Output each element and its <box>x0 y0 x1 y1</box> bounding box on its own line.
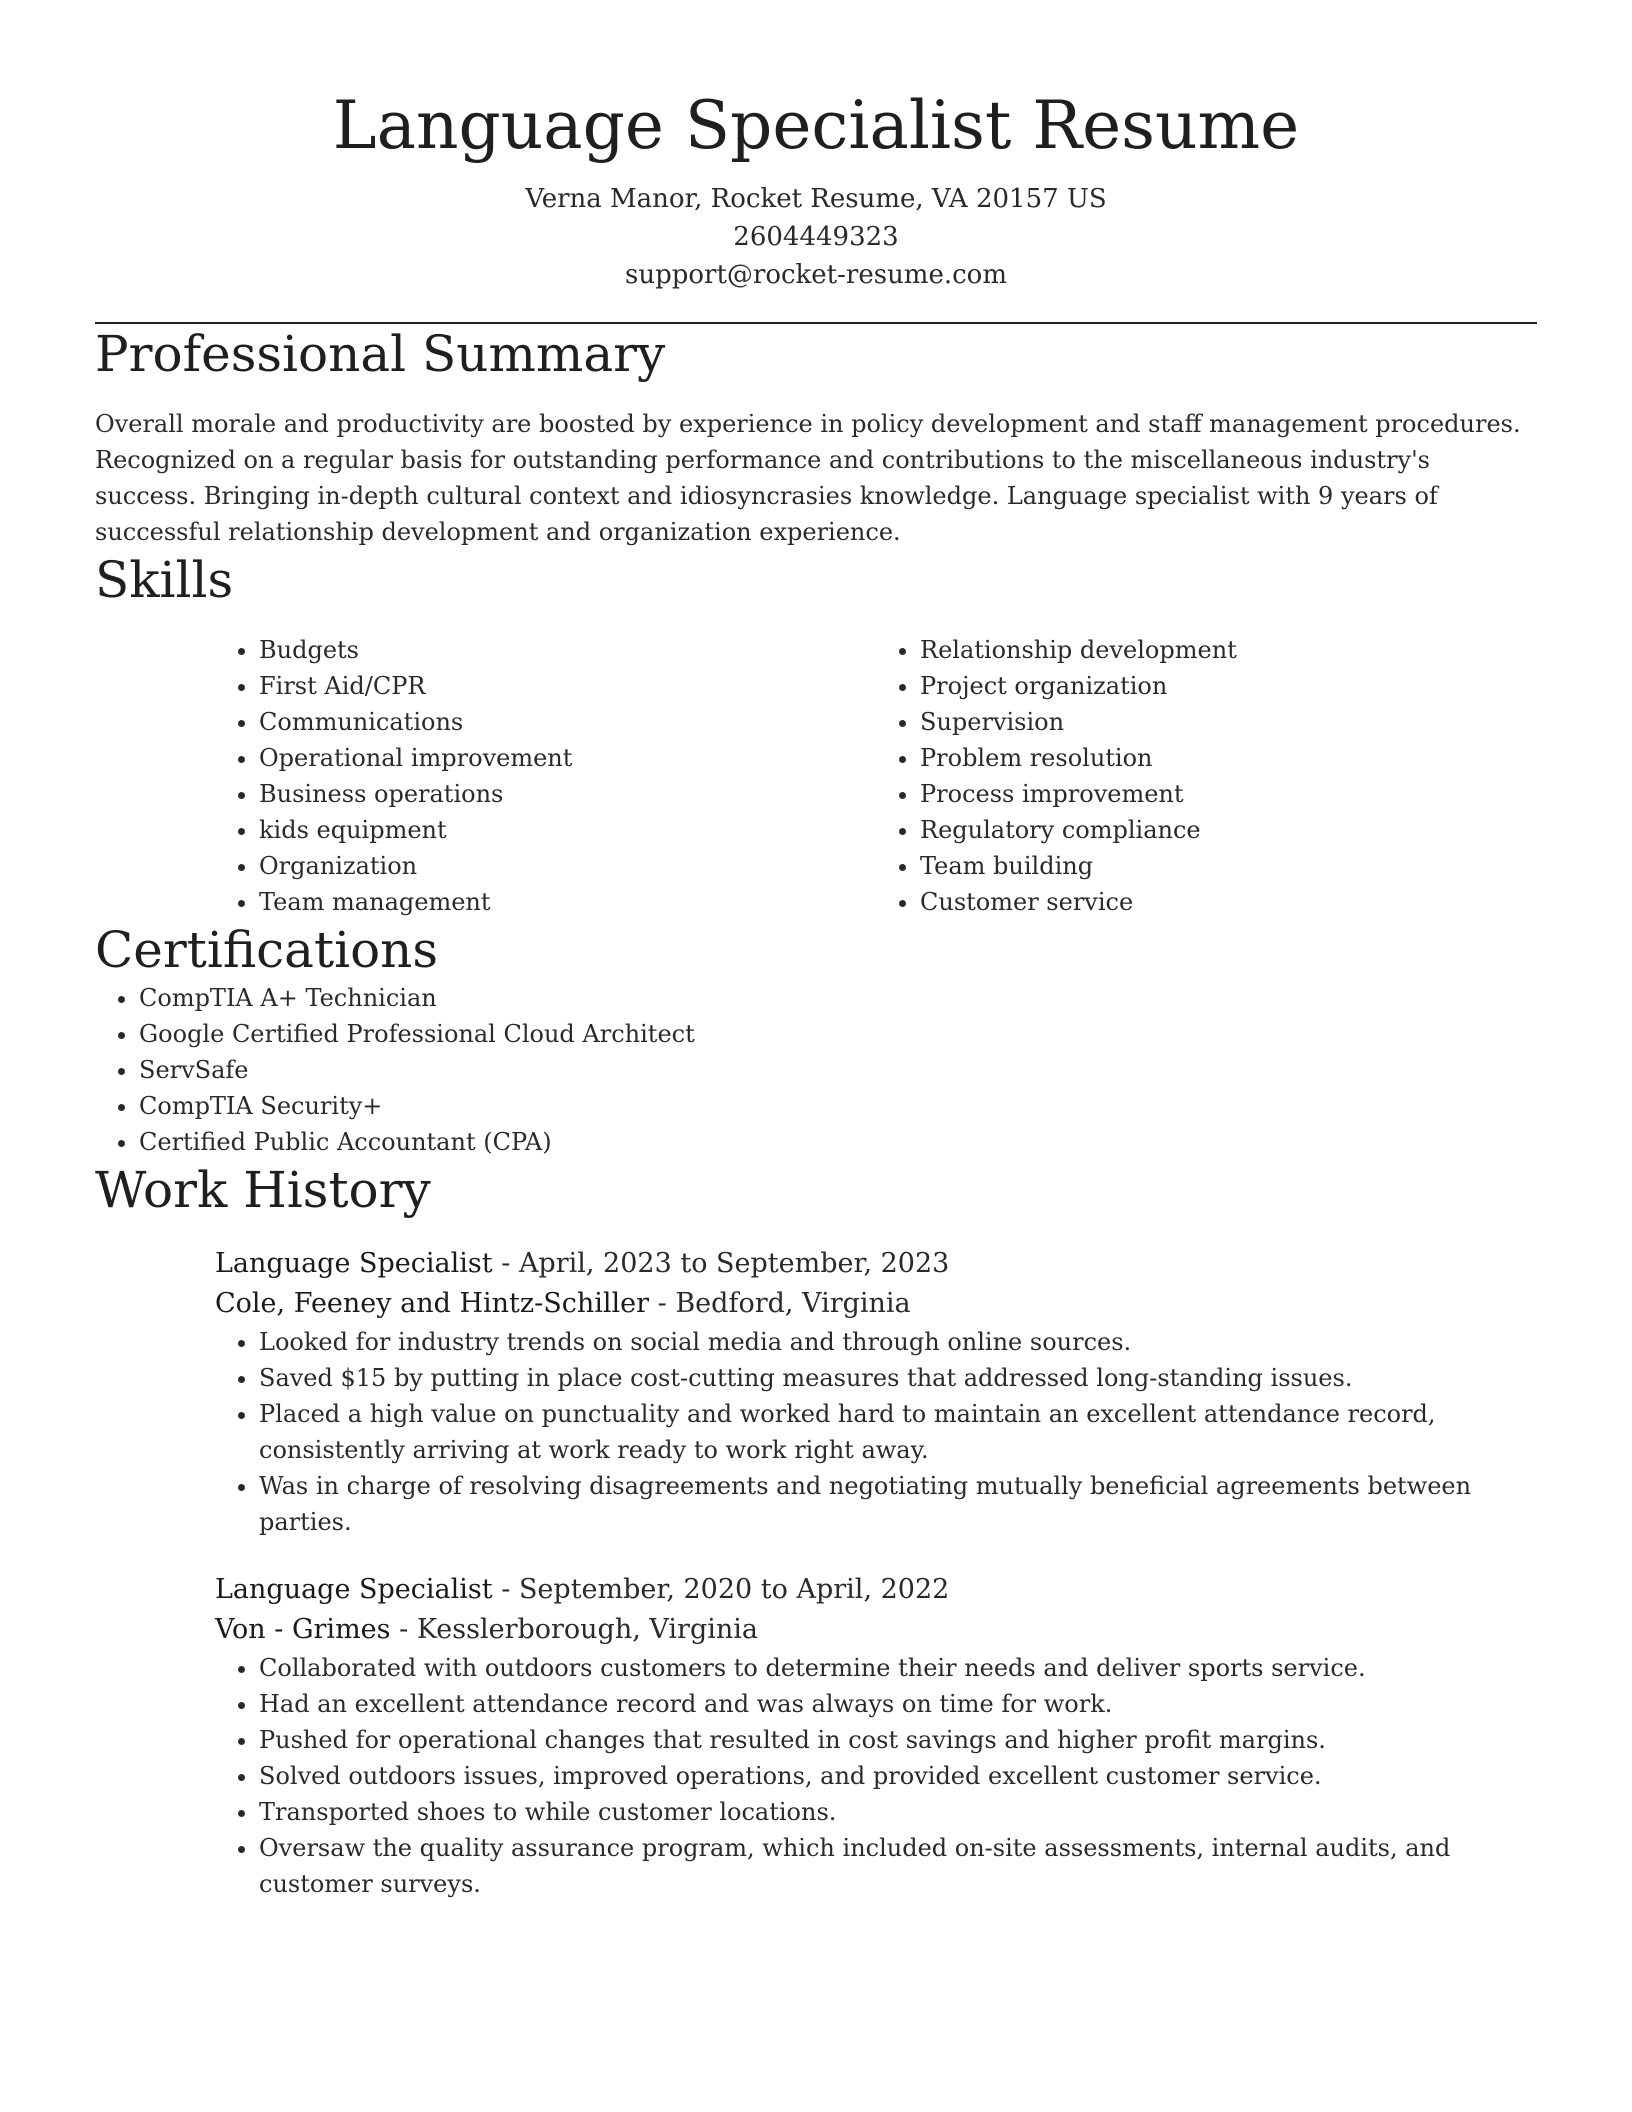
skills-list-left <box>215 632 876 920</box>
contact-address: Verna Manor, Rocket Resume, VA 20157 US <box>525 184 1107 214</box>
skill-item: • Team building <box>920 848 1537 884</box>
job-bullet: • Looked for industry trends on social media and through online sources. <box>259 1324 1537 1360</box>
contact-block <box>95 180 1537 294</box>
job-title: Language Specialist <box>215 1248 493 1279</box>
job-title-line <box>215 1570 1537 1610</box>
job-location: Bedford, Virginia <box>675 1288 911 1319</box>
contact-email: support@rocket-resume.com <box>624 260 1007 290</box>
certification-item: • ServSafe <box>139 1052 1537 1088</box>
certification-item: • CompTIA A+ Technician <box>139 980 1537 1016</box>
job-bullet: • Solved outdoors issues, improved operations, and provided excellent customer service. <box>259 1758 1537 1794</box>
section-heading-work-history: Work History <box>95 1161 431 1219</box>
job-title: Language Specialist <box>215 1574 493 1605</box>
job-bullet: • Transported shoes to while customer locations. <box>259 1794 1537 1830</box>
skill-item: • Communications <box>259 704 876 740</box>
job-company: Von - Grimes <box>215 1614 391 1645</box>
resume-title: Language Specialist Resume <box>332 87 1300 164</box>
skill-item: • Team management <box>259 884 876 920</box>
job-bullet: • Pushed for operational changes that resulted in cost savings and higher profit margins. <box>259 1722 1537 1758</box>
job-dates: September, 2020 to April, 2022 <box>518 1574 950 1605</box>
skill-item: • kids equipment <box>259 812 876 848</box>
certifications-list <box>95 980 1537 1160</box>
skill-item: • Budgets <box>259 632 876 668</box>
certification-item: • Certified Public Accountant (CPA) <box>139 1124 1537 1160</box>
job-separator: - <box>657 1288 676 1319</box>
section-heading-certifications: Certifications <box>95 921 439 979</box>
job-bullets <box>215 1324 1537 1540</box>
skill-item: • Operational improvement <box>259 740 876 776</box>
skill-item: • Organization <box>259 848 876 884</box>
job-bullet: • Was in charge of resolving disagreements and negotiating mutually beneficial agreements between parties. <box>259 1468 1537 1540</box>
skill-item: • Relationship development <box>920 632 1537 668</box>
job-bullet: • Placed a high value on punctuality and worked hard to maintain an excellent attendance record, consistently arriving at work ready to work right away. <box>259 1396 1537 1468</box>
job-bullet: • Oversaw the quality assurance program, which included on-site assessments, internal audits, and customer surveys. <box>259 1830 1537 1902</box>
skill-item: • Regulatory compliance <box>920 812 1537 848</box>
certification-item: • Google Certified Professional Cloud Architect <box>139 1016 1537 1052</box>
skill-item: • Supervision <box>920 704 1537 740</box>
job-company-line <box>215 1610 1537 1650</box>
job-title-line <box>215 1244 1537 1284</box>
skills-grid <box>215 632 1537 920</box>
job-separator: - <box>501 1574 519 1605</box>
job-company-line <box>215 1284 1537 1324</box>
skill-item: • Project organization <box>920 668 1537 704</box>
section-heading-summary: Professional Summary <box>95 325 666 383</box>
skill-item: • Business operations <box>259 776 876 812</box>
job-entry <box>215 1244 1537 1540</box>
contact-phone: 2604449323 <box>733 222 899 252</box>
summary-text: Overall morale and productivity are boosted by experience in policy development and staff management procedures. Recognized on a regular basis for outstanding performance and contributions to the miscellaneous industry's success. Bringing in-depth cultural context and idiosyncrasies knowledge. Language specialist with 9 years of successful relationship development and organization experience. <box>95 410 1521 546</box>
job-separator: - <box>501 1248 519 1279</box>
job-bullet: • Had an excellent attendance record and was always on time for work. <box>259 1686 1537 1722</box>
job-bullet: • Collaborated with outdoors customers to determine their needs and deliver sports service. <box>259 1650 1537 1686</box>
skill-item: • Customer service <box>920 884 1537 920</box>
job-location: Kesslerborough, Virginia <box>416 1614 759 1645</box>
job-company: Cole, Feeney and Hintz-Schiller <box>215 1288 650 1319</box>
job-bullets <box>215 1650 1537 1902</box>
job-separator: - <box>399 1614 417 1645</box>
certification-item: • CompTIA Security+ <box>139 1088 1537 1124</box>
section-heading-skills: Skills <box>95 551 234 609</box>
skills-list-right <box>876 632 1537 920</box>
skill-item: • First Aid/CPR <box>259 668 876 704</box>
skill-item: • Problem resolution <box>920 740 1537 776</box>
job-bullet: • Saved $15 by putting in place cost-cutting measures that addressed long-standing issues. <box>259 1360 1537 1396</box>
job-dates: April, 2023 to September, 2023 <box>518 1248 950 1279</box>
skill-item: • Process improvement <box>920 776 1537 812</box>
job-entry <box>215 1570 1537 1902</box>
